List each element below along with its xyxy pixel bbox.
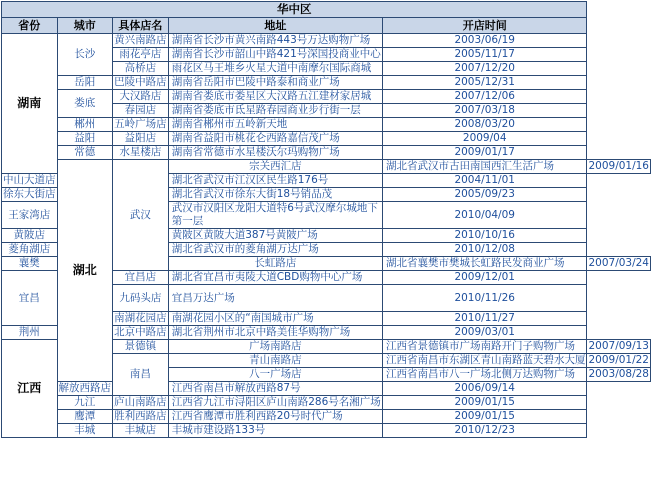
table-row xyxy=(2,132,651,146)
open-date-cell: 2005/12/31 xyxy=(382,76,587,90)
header-city: 城市 xyxy=(57,18,113,34)
address-cell: 湖北省襄樊市樊城长虹路民发商业广场 xyxy=(382,257,587,271)
table-row xyxy=(2,382,651,396)
open-date-cell: 2010/04/09 xyxy=(382,202,587,229)
city-cell: 常德 xyxy=(57,146,113,160)
city-cell: 岳阳 xyxy=(57,76,113,90)
address-cell: 黄陂区黄陂大道387号黄陂广场 xyxy=(168,229,382,243)
city-cell: 娄底 xyxy=(57,90,113,118)
address-cell: 丰城市建设路133号 xyxy=(168,424,382,438)
address-cell: 湖南省常德市水星楼沃尔玛购物广场 xyxy=(168,146,382,160)
table-row xyxy=(2,410,651,424)
address-cell: 湖南省岳阳市巴陵中路泰和商业广场 xyxy=(168,76,382,90)
open-date-cell: 2005/09/23 xyxy=(382,188,587,202)
open-date-cell: 2010/10/16 xyxy=(382,229,587,243)
open-date-cell: 2008/03/20 xyxy=(382,118,587,132)
city-cell: 九江 xyxy=(57,396,113,410)
address-cell: 湖北省武汉市徐东大街18号销品茂 xyxy=(168,188,382,202)
open-date-cell: 2007/12/20 xyxy=(382,62,587,76)
open-date-cell: 2007/03/24 xyxy=(588,257,649,269)
store-name-cell: 青山南路店 xyxy=(168,354,382,368)
city-cell: 襄樊 xyxy=(2,257,58,271)
store-name-cell: 高桥店 xyxy=(113,62,169,76)
address-cell: 湖北省宜昌市夷陵大道CBD购物中心广场 xyxy=(168,271,382,285)
address-cell: 湖北省武汉市古田南国西汇生活广场 xyxy=(382,160,587,174)
open-date-cell: 2009/01/22 xyxy=(588,354,649,366)
open-date-cell: 2005/11/17 xyxy=(382,48,587,62)
address-cell: 江西省南昌市解放西路87号 xyxy=(168,382,382,396)
city-cell: 荆州 xyxy=(2,326,58,340)
store-name-cell: 雨花亭店 xyxy=(113,48,169,62)
open-date-cell: 2010/11/27 xyxy=(382,312,587,326)
store-name-cell: 长虹路店 xyxy=(168,257,382,271)
store-name-cell: 胜利西路店 xyxy=(114,410,167,422)
address-cell: 江西省景德镇市广场南路开门子购物广场 xyxy=(382,340,587,354)
province-cell: 湖南 xyxy=(2,34,58,174)
table-row xyxy=(2,160,651,174)
address-cell: 湖北省武汉市的菱角湖万达广场 xyxy=(168,243,382,257)
province-cell: 湖北 xyxy=(57,160,113,382)
table-row xyxy=(2,424,651,438)
store-name-cell: 益阳店 xyxy=(113,132,169,146)
city-cell: 长沙 xyxy=(57,34,113,76)
city-cell: 郴州 xyxy=(57,118,113,132)
address-cell: 湖南省娄底市娄星区大汉路五江建材家居城 xyxy=(168,90,382,104)
table-row xyxy=(2,118,651,132)
store-name-cell: 广场南路店 xyxy=(168,340,382,354)
open-date-cell: 2009/01/16 xyxy=(588,160,649,172)
store-name-cell: 巴陵中路店 xyxy=(114,76,167,88)
store-name-cell: 五岭广场店 xyxy=(114,118,167,130)
city-cell: 武汉 xyxy=(113,160,169,271)
address-cell: 武汉市汉阳区龙阳大道特6号武汉摩尔城地下第一层 xyxy=(168,202,382,229)
header-province: 省份 xyxy=(2,18,58,34)
store-name-cell: 王家湾店 xyxy=(2,202,58,229)
address-cell: 江西省南昌市八一广场北侧万达购物广场 xyxy=(382,368,587,382)
store-table xyxy=(1,1,651,438)
store-name-cell: 中山大道店 xyxy=(3,174,56,186)
header-address: 地址 xyxy=(168,18,382,34)
open-date-cell: 2007/12/06 xyxy=(382,90,587,104)
address-cell: 湖南省娄底市氐星路春园商业步行街一层 xyxy=(168,104,382,118)
open-date-cell: 2009/01/15 xyxy=(382,396,587,410)
table-row xyxy=(2,34,651,48)
header-store: 具体店名 xyxy=(113,18,169,34)
address-cell: 湖南省郴州市五岭新天地 xyxy=(168,118,382,132)
open-date-cell: 2009/03/01 xyxy=(382,326,587,340)
open-date-cell: 2010/12/23 xyxy=(382,424,587,438)
open-date-cell: 2009/12/01 xyxy=(382,271,587,285)
address-cell: 南湖花园小区的“南国城市广场 xyxy=(168,312,382,326)
store-name-cell: 水星楼店 xyxy=(113,146,169,160)
store-name-cell: 黄兴南路店 xyxy=(114,34,167,46)
store-name-cell: 宗关西汇店 xyxy=(168,160,382,174)
open-date-cell: 2010/11/26 xyxy=(382,285,587,312)
open-date-cell: 2003/06/19 xyxy=(382,34,587,48)
store-name-cell: 九码头店 xyxy=(113,285,169,312)
address-cell: 江西省南昌市东湖区青山南路蓝天碧水大厦 xyxy=(382,354,587,368)
store-name-cell: 八一广场店 xyxy=(168,368,382,382)
store-name-cell: 丰城店 xyxy=(113,424,169,438)
province-cell: 江西 xyxy=(2,340,58,438)
table-row xyxy=(2,76,651,90)
city-cell: 宜昌 xyxy=(2,271,58,326)
store-name-cell: 庐山南路店 xyxy=(114,396,167,408)
address-cell: 湖南省长沙市韶山中路421号深国投商业中心 xyxy=(168,48,382,62)
address-cell: 江西省九江市浔阳区庐山南路286号名湘广场 xyxy=(168,396,382,410)
table-row xyxy=(2,90,651,104)
city-cell: 南昌 xyxy=(113,354,169,396)
store-name-cell: 大汉路店 xyxy=(113,90,169,104)
open-date-cell: 2007/09/13 xyxy=(588,340,649,352)
store-name-cell: 徐东大街店 xyxy=(3,188,56,200)
address-cell: 湖南省长沙市黄兴南路443号万达购物广场 xyxy=(168,34,382,48)
table-row xyxy=(2,396,651,410)
open-date-cell: 2009/01/15 xyxy=(382,410,587,424)
city-cell: 鹰潭 xyxy=(57,410,113,424)
open-date-cell: 2006/09/14 xyxy=(382,382,587,396)
address-cell: 宜昌万达广场 xyxy=(168,285,382,312)
open-date-cell: 2007/03/18 xyxy=(382,104,587,118)
store-name-cell: 黄陂店 xyxy=(2,229,58,243)
table-row xyxy=(2,146,651,160)
open-date-cell: 2003/08/28 xyxy=(588,368,649,380)
store-name-cell: 菱角湖店 xyxy=(2,243,58,257)
address-cell: 雨花区马王堆乡火星大道中南摩尔国际商城 xyxy=(168,62,382,76)
open-date-cell: 2009/01/17 xyxy=(382,146,587,160)
store-name-cell: 解放西路店 xyxy=(58,382,111,394)
store-name-cell: 北京中路店 xyxy=(114,326,167,338)
store-name-cell: 宜昌店 xyxy=(113,271,169,285)
address-cell: 湖北省武汉市江汉区民生路176号 xyxy=(168,174,382,188)
address-cell: 湖北省荆州市北京中路美佳华购物广场 xyxy=(168,326,382,340)
address-cell: 湖南省益阳市桃花仑西路嘉信茂广场 xyxy=(168,132,382,146)
region-title: 华中区 xyxy=(2,2,587,18)
city-cell: 景德镇 xyxy=(113,340,169,354)
city-cell: 丰城 xyxy=(57,424,113,438)
address-cell: 江西省鹰潭市胜利西路20号时代广场 xyxy=(168,410,382,424)
open-date-cell: 2010/12/08 xyxy=(382,243,587,257)
store-name-cell: 春园店 xyxy=(113,104,169,118)
header-date: 开店时间 xyxy=(382,18,587,34)
open-date-cell: 2009/04 xyxy=(382,132,587,146)
store-name-cell: 南湖花园店 xyxy=(114,312,167,324)
city-cell: 益阳 xyxy=(57,132,113,146)
open-date-cell: 2004/11/01 xyxy=(382,174,587,188)
